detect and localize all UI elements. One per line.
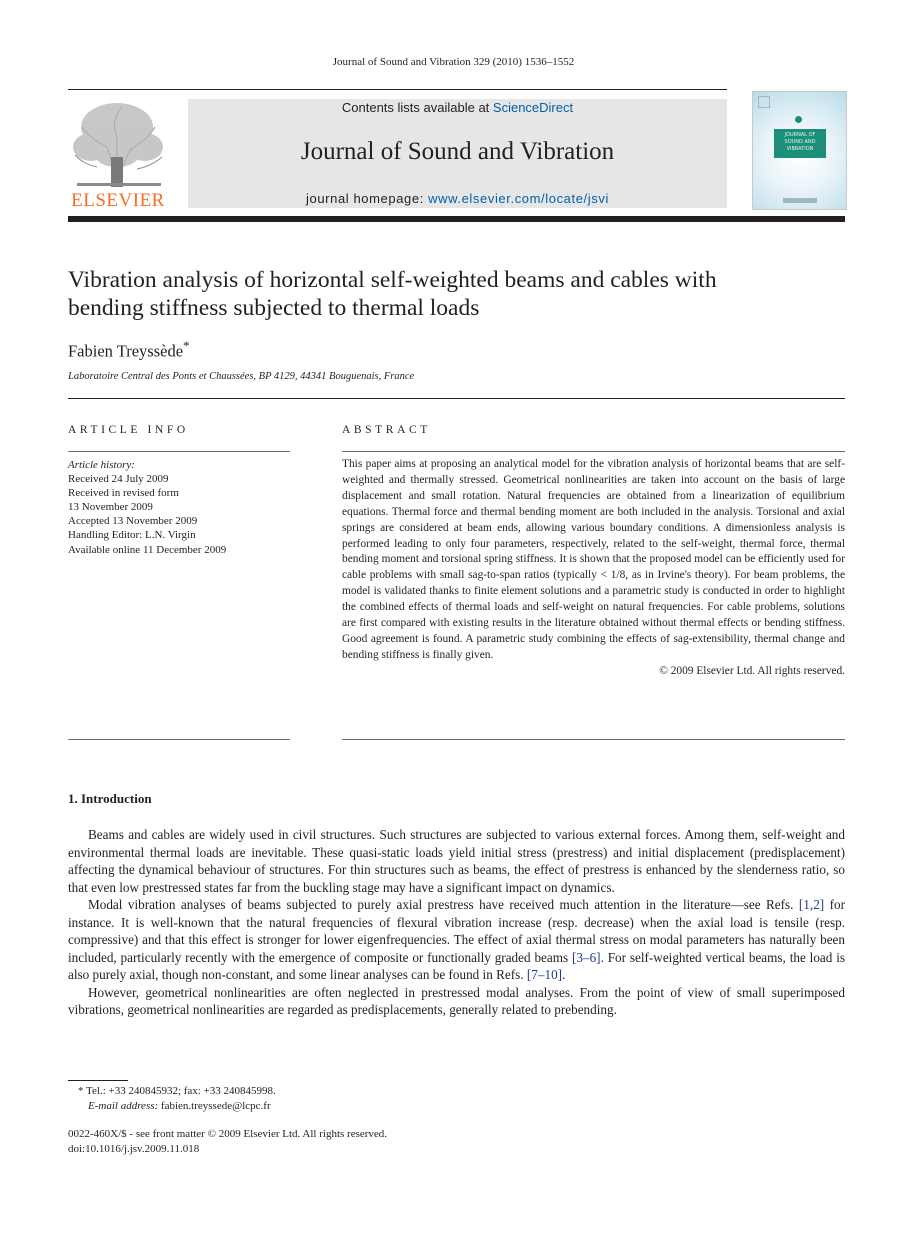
header-rule	[68, 89, 727, 90]
cover-title-box	[774, 129, 826, 158]
article-title	[68, 266, 848, 322]
footnote	[68, 1084, 276, 1113]
abstract-fraction: < 1/8	[600, 569, 626, 582]
affiliation: Laboratoire Central des Ponts et Chaussées, BP 4129, 44341 Bouguenais, France	[68, 371, 415, 382]
homepage-link[interactable]: www.elsevier.com/locate/jsvi	[428, 191, 609, 206]
title-line: bending stiffness subjected to thermal loads	[68, 295, 480, 321]
history-label: Article history:	[68, 459, 135, 471]
title-line: Vibration analysis of horizontal self-weighted beams and cables with	[68, 267, 717, 293]
footnote-email-line	[68, 1099, 276, 1114]
cover-emblem-icon	[795, 116, 802, 123]
abstract-part: , as in Irvine's theory). For beam problems, the model is validated thanks to finite element solutions and a parametric study is conducted in order to highlight the combined effects of thermal loads and self-weight on natural frequencies. For cable problems, solutions are first compared with existing results in the literature obtained without thermal effects or bending stiffness. Good agreement is found. A parametric study combining the effects of sag-extensibility, thermal change and bending stiffness is finally given.	[342, 569, 846, 661]
doi-line[interactable]: doi:10.1016/j.jsv.2009.11.018	[68, 1142, 200, 1155]
paragraph-text: .	[562, 967, 566, 982]
history-line: Available online 11 December 2009	[68, 543, 227, 556]
paragraph-text: . For self-weighted vertical beams, the load is also purely axial, though non-constant, and some linear analyses can be found in Refs.	[68, 949, 845, 982]
author	[68, 338, 190, 362]
contents-prefix: Contents lists available at	[341, 100, 493, 115]
abstract-part: This paper aims at proposing an analytical model for the vibration analysis of horizontal beams that are self-weighted and thermally stressed. Geometrical nonlinearities are taken into account on the basis of large displacement and small rotation. Natural frequencies are obtained from a linearization of equilibrium equations. Thermal force and thermal bending moment are both included in the analysis. Torsional and axial springs are considered at beam ends, allowing various boundary conditions. A dimensionless analysis is performed leading to only four parameters, respectively, related to the self-weight, thermal force, thermal bending moment and torsional spring stiffness. It is shown that the proposed model can be efficiently used for cable problems with small sag-to-span ratios (typically	[342, 458, 845, 582]
history-line: 13 November 2009	[68, 501, 153, 514]
cover-title-line: SOUND AND	[784, 139, 816, 145]
front-matter	[68, 1127, 387, 1156]
abstract-text	[342, 457, 845, 680]
journal-cover	[752, 91, 847, 210]
paragraph-text: for instance. It is well-known that the natural frequencies of flexural vibration increase (resp. decrease) when the axial load is tensile (resp. compressive) and that this effect is stronger for lower eigenfrequencies. The effect of axial thermal stress on modal parameters has naturally been included, particularly recently with the emergence of composite or functionally graded beams	[68, 897, 845, 965]
elsevier-wordmark: ELSEVIER	[71, 190, 165, 211]
homepage-line	[188, 191, 727, 206]
history-line: Received 24 July 2009	[68, 473, 169, 486]
footnote-contact: * Tel.: +33 240845932; fax: +33 240845998.	[78, 1085, 276, 1097]
reference-link[interactable]: [1,2]	[798, 897, 825, 912]
title-rule	[68, 398, 845, 399]
introduction-body	[68, 826, 845, 1019]
reference-link[interactable]: [7–10]	[526, 967, 563, 982]
cover-elsevier-mark-icon	[758, 96, 770, 108]
paragraph	[68, 896, 845, 984]
running-head: Journal of Sound and Vibration 329 (2010) 1536–1552	[332, 56, 575, 68]
abstract-copyright: © 2009 Elsevier Ltd. All rights reserved.	[659, 664, 845, 677]
cover-title-line: VIBRATION	[786, 146, 814, 152]
paragraph: However, geometrical nonlinearities are often neglected in prestressed modal analyses. From the point of view of small superimposed vibrations, geometrical nonlinearities are regarded as predisplacements, generally related to prebending.	[68, 984, 845, 1017]
header-thick-rule	[68, 216, 845, 222]
cover-footer-mark-icon	[783, 198, 817, 203]
history-line: Received in revised form	[68, 487, 179, 500]
abstract-bottom-rule	[342, 739, 845, 740]
history-line: Accepted 13 November 2009	[68, 515, 198, 528]
journal-title: Journal of Sound and Vibration	[300, 138, 615, 165]
paragraph-text: Modal vibration analyses of beams subjected to purely axial prestress have received much attention in the literature—see Refs.	[88, 897, 799, 912]
author-name[interactable]: Fabien Treyssède	[68, 341, 184, 361]
email-label: E-mail address:	[88, 1099, 159, 1112]
homepage-prefix: journal homepage:	[306, 191, 429, 206]
reference-link[interactable]: [3–6]	[571, 949, 601, 965]
author-footnote-mark[interactable]: *	[183, 338, 190, 353]
footnote-rule	[68, 1080, 128, 1081]
paragraph: Beams and cables are widely used in civil structures. Such structures are subjected to various external forces. Among them, self-weight and environmental thermal loads are inevitable. These quasi-static loads yield initial stress (prestress) and initial displacement (predisplacement) affecting the dynamical behaviour of structures. For thin structures such as beams, the effect of prestress is enhanced by the slenderness ratio, so that even low prestressed states far from the buckling stage may have a significant impact on dynamics.	[68, 827, 845, 895]
cover-title-line: JOURNAL OF	[784, 132, 816, 138]
article-history	[68, 458, 290, 557]
issn-line: 0022-460X/$ - see front matter © 2009 Elsevier Ltd. All rights reserved.	[68, 1128, 388, 1140]
article-info-bottom-rule	[68, 739, 290, 740]
article-info-heading: ARTICLE INFO	[68, 424, 189, 436]
sciencedirect-link[interactable]: ScienceDirect	[492, 100, 574, 115]
article-info-rule	[68, 451, 290, 452]
abstract-heading: ABSTRACT	[342, 424, 431, 436]
contents-line	[188, 100, 727, 115]
history-line: Handling Editor: L.N. Virgin	[68, 529, 196, 542]
abstract-rule	[342, 451, 845, 452]
email-address[interactable]: fabien.treyssede@lcpc.fr	[160, 1099, 271, 1112]
section-heading-introduction: 1. Introduction	[68, 791, 152, 806]
